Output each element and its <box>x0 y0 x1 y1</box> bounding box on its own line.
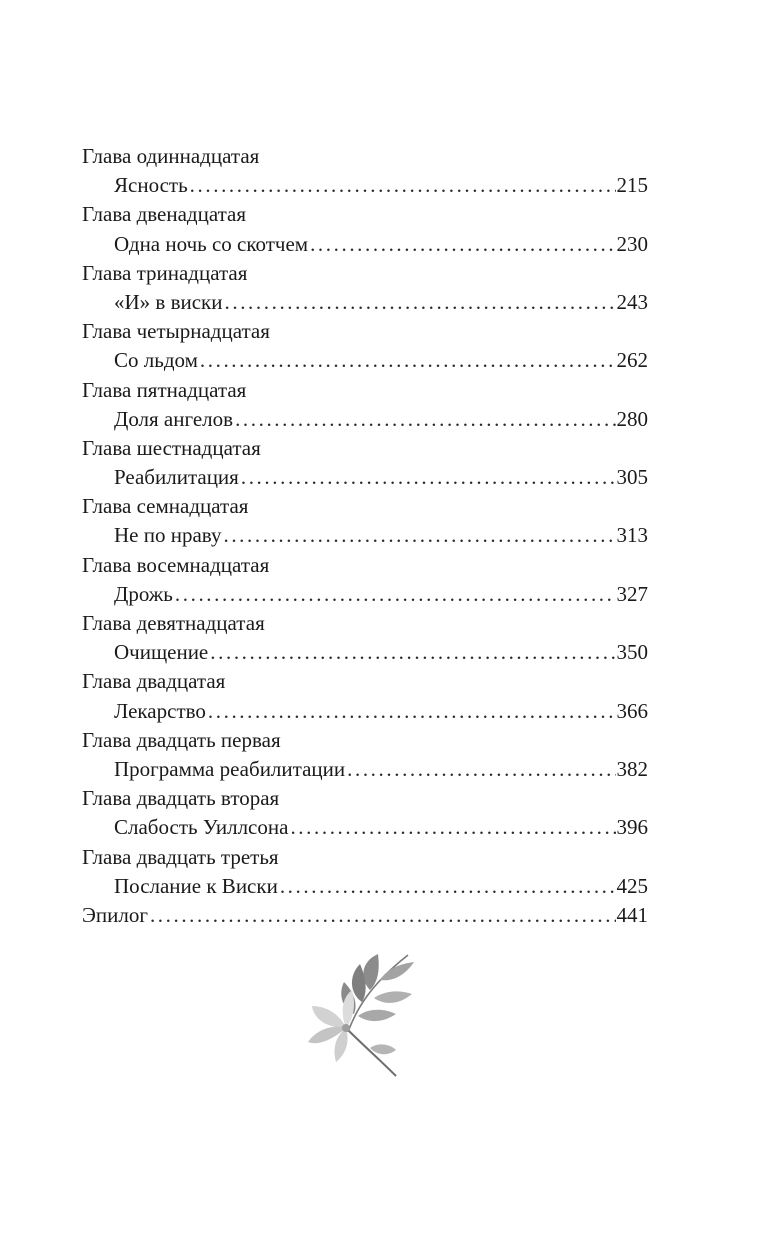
toc-entry-epilogue[interactable] <box>82 901 648 930</box>
leaf <box>370 1044 396 1054</box>
entry-title: Дрожь <box>114 581 173 606</box>
leaf <box>352 964 366 1002</box>
page-number: 327 <box>616 581 648 606</box>
chapter-heading: Глава двадцатая <box>82 669 226 694</box>
chapter-heading: Глава девятнадцатая <box>82 611 265 635</box>
toc-entry[interactable] <box>82 521 648 550</box>
entry-title: «И» в виски <box>114 289 223 314</box>
toc-entry[interactable] <box>82 638 648 667</box>
dot-leader <box>280 872 616 901</box>
dot-leader <box>310 230 615 259</box>
dot-leader <box>223 521 615 550</box>
chapter-heading: Глава семнадцатая <box>82 494 249 519</box>
page-number: 366 <box>616 698 648 723</box>
toc-entry[interactable] <box>82 463 648 492</box>
chapter-heading: Глава пятнадцатая <box>82 377 247 402</box>
page-number: 305 <box>616 465 648 490</box>
entry-title: Ясность <box>114 173 188 198</box>
page-number: 382 <box>616 756 648 781</box>
dot-leader <box>150 901 616 930</box>
dot-leader <box>208 697 616 726</box>
entry-title: Эпилог <box>82 902 148 927</box>
entry-title: Лекарство <box>114 698 206 723</box>
chapter-heading: Глава шестнадцатая <box>82 435 261 460</box>
page-number: 350 <box>616 640 648 665</box>
entry-title: Не по нраву <box>114 523 222 548</box>
dot-leader <box>225 288 616 317</box>
page-number: 280 <box>616 406 648 431</box>
chapter-heading: Глава одиннадцатая <box>82 144 260 168</box>
toc-entry[interactable] <box>82 346 648 375</box>
chapter-heading: Глава двадцать первая <box>82 727 281 752</box>
entry-title: Очищение <box>114 640 209 665</box>
page-number: 425 <box>616 873 648 898</box>
dot-leader <box>175 580 616 609</box>
toc-entry[interactable] <box>82 230 648 259</box>
dot-leader <box>210 638 615 667</box>
page-number: 230 <box>616 231 648 256</box>
entry-title: Одна ночь со скотчем <box>114 231 309 256</box>
table-of-contents <box>82 142 648 930</box>
toc-entry[interactable] <box>82 405 648 434</box>
entry-title: Доля ангелов <box>114 406 234 431</box>
chapter-heading: Глава тринадцатая <box>82 260 248 285</box>
dot-leader <box>241 463 616 492</box>
chapter-heading: Глава восемнадцатая <box>82 552 270 577</box>
toc-entry[interactable] <box>82 288 648 317</box>
leaf-branch-ornament <box>308 950 418 1080</box>
chapter-heading: Глава двадцать вторая <box>82 786 280 811</box>
leaf <box>374 991 412 1003</box>
toc-entry[interactable] <box>82 580 648 609</box>
page-number: 441 <box>616 902 648 927</box>
chapter-heading: Глава четырнадцатая <box>82 319 270 344</box>
entry-title: Программа реабилитации <box>114 756 346 781</box>
dot-leader <box>347 755 615 784</box>
page-number: 262 <box>616 348 648 373</box>
toc-entry[interactable] <box>82 813 648 842</box>
chapter-heading: Глава двенадцатая <box>82 202 247 227</box>
dot-leader <box>290 813 615 842</box>
dot-leader <box>200 346 616 375</box>
entry-title: Реабилитация <box>114 465 239 490</box>
leaf <box>358 1010 396 1021</box>
toc-entry[interactable] <box>82 171 648 200</box>
chapter-heading: Глава двадцать третья <box>82 844 279 869</box>
petal <box>312 1006 346 1028</box>
toc-entry[interactable] <box>82 755 648 784</box>
toc-entry[interactable] <box>82 872 648 901</box>
dot-leader <box>235 405 615 434</box>
entry-title: Послание к Виски <box>114 873 278 898</box>
page-number: 396 <box>616 815 648 840</box>
page-number: 313 <box>616 523 648 548</box>
entry-title: Со льдом <box>114 348 198 373</box>
dot-leader <box>190 171 616 200</box>
page-number: 215 <box>616 173 648 198</box>
toc-entry[interactable] <box>82 697 648 726</box>
page-number: 243 <box>616 289 648 314</box>
entry-title: Слабость Уиллсона <box>114 815 289 840</box>
flower-center <box>342 1024 350 1032</box>
